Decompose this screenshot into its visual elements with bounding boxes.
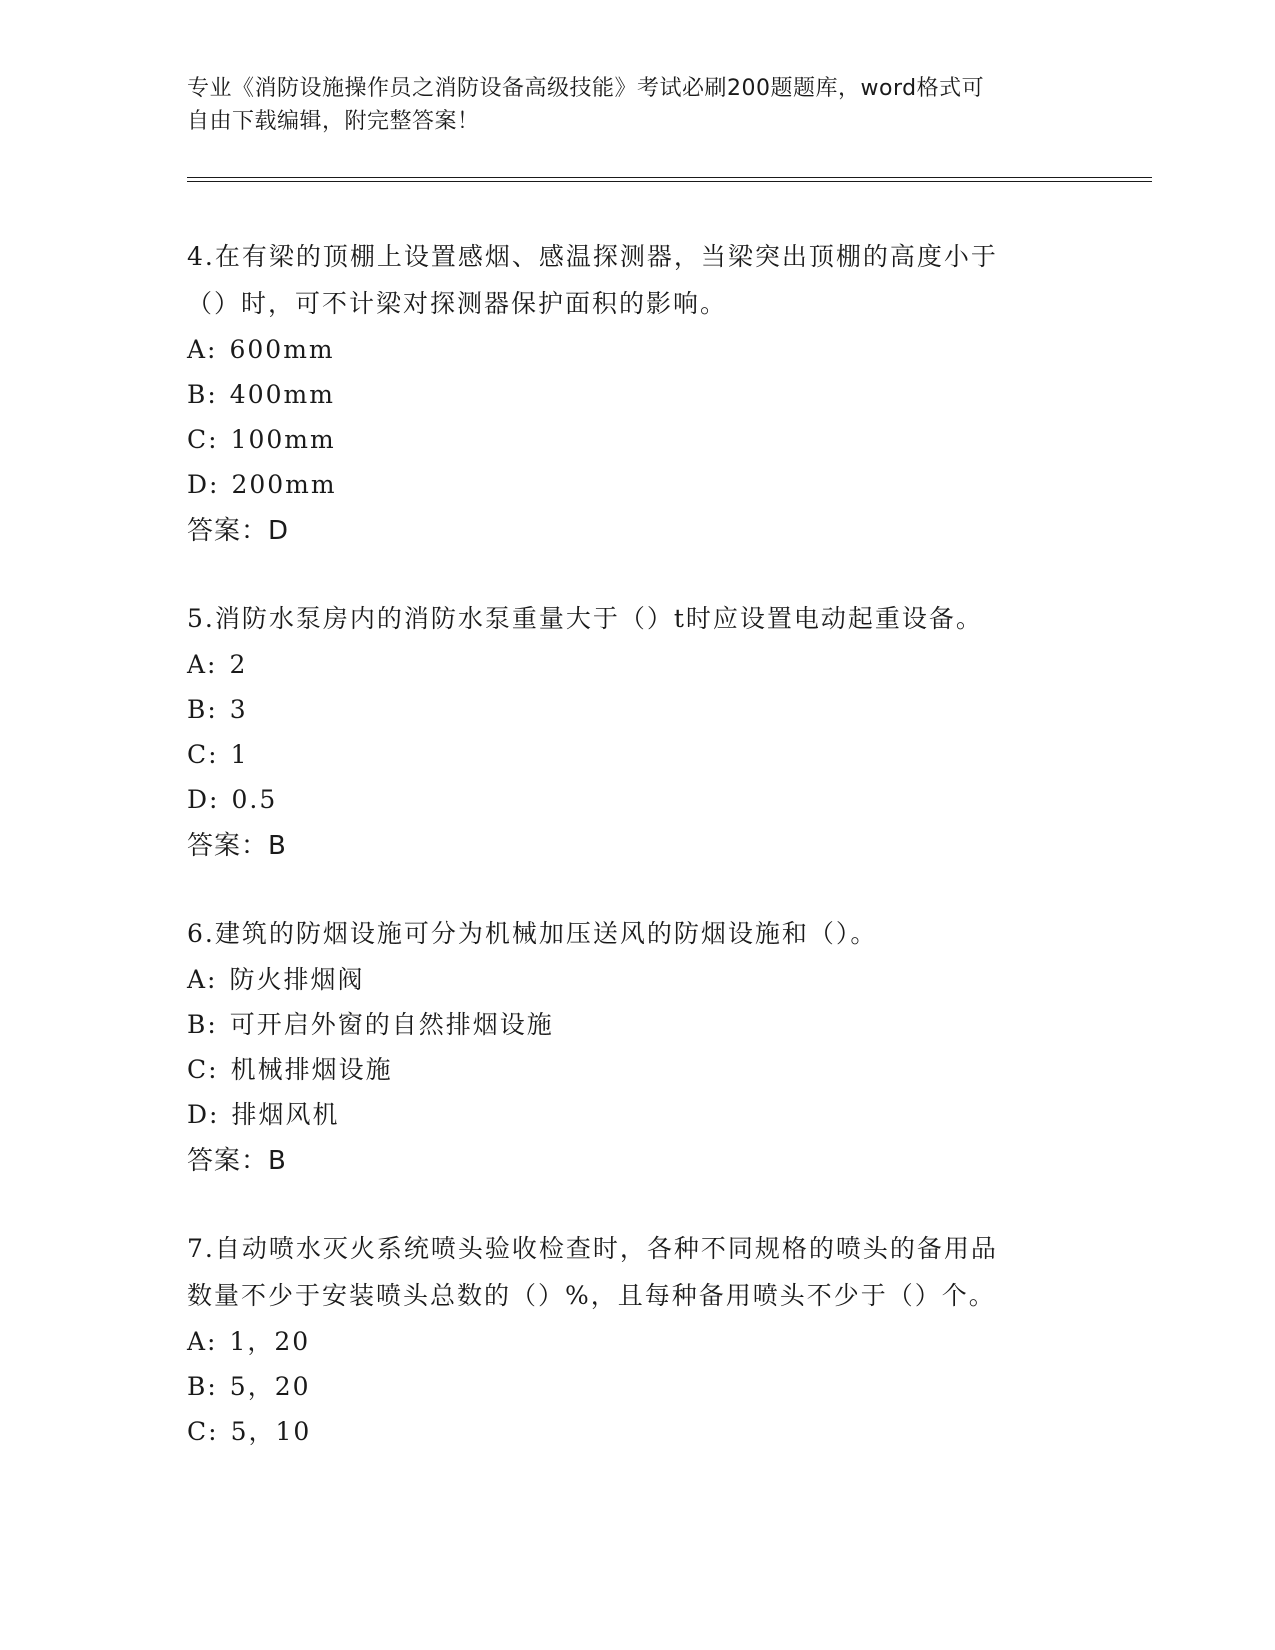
option-text: 2 (229, 650, 248, 679)
header-line-1: 专业《消防设施操作员之消防设备高级技能》考试必刷200题题库，word格式可 (187, 76, 985, 101)
option-text: 排烟风机 (231, 1100, 340, 1129)
option-text: 100mm (230, 425, 336, 454)
option-d (187, 1092, 1087, 1137)
option-key: D: (187, 785, 220, 814)
option-key: A: (187, 965, 218, 994)
question-stem (187, 1225, 1087, 1319)
option-text: 3 (229, 695, 248, 724)
option-c (187, 732, 1087, 777)
question-7 (187, 1225, 1087, 1454)
option-key: C: (187, 1417, 219, 1446)
option-b (187, 1002, 1087, 1047)
option-key: A: (187, 335, 218, 364)
option-key: C: (187, 425, 219, 454)
option-text: 200mm (231, 470, 337, 499)
option-text: 0.5 (231, 785, 278, 814)
option-text: 1，20 (229, 1327, 311, 1356)
option-d (187, 462, 1087, 507)
option-text: 防火排烟阀 (229, 965, 365, 994)
option-b (187, 372, 1087, 417)
question-stem-line: 7.自动喷水灭火系统喷头验收检查时，各种不同规格的喷头的备用品 (187, 1234, 998, 1263)
option-key: D: (187, 470, 220, 499)
option-b (187, 1364, 1087, 1409)
question-stem-line: 数量不少于安装喷头总数的（）%，且每种备用喷头不少于（）个。 (187, 1281, 996, 1310)
question-stem-line: （）时，可不计梁对探测器保护面积的影响。 (187, 289, 728, 318)
header-line-2: 自由下载编辑，附完整答案！ (187, 109, 480, 134)
option-text: 5，10 (230, 1417, 312, 1446)
question-stem-line: 6.建筑的防烟设施可分为机械加压送风的防烟设施和（）。 (187, 919, 878, 948)
option-key: C: (187, 740, 219, 769)
option-c (187, 1047, 1087, 1092)
option-text: 5，20 (229, 1372, 311, 1401)
option-d (187, 777, 1087, 822)
document-header (187, 72, 1067, 138)
question-6 (187, 910, 1087, 1185)
question-stem (187, 233, 1087, 327)
question-4 (187, 233, 1087, 555)
option-text: 1 (230, 740, 249, 769)
option-key: B: (187, 1010, 218, 1039)
option-key: A: (187, 1327, 218, 1356)
question-stem-line: 5.消防水泵房内的消防水泵重量大于（）t时应设置电动起重设备。 (187, 604, 983, 633)
header-divider (187, 177, 1152, 182)
question-list (187, 233, 1087, 1494)
question-stem (187, 595, 1087, 642)
option-text: 400mm (229, 380, 335, 409)
option-text: 机械排烟设施 (230, 1055, 393, 1084)
option-text: 600mm (229, 335, 335, 364)
option-key: A: (187, 650, 218, 679)
question-stem (187, 910, 1087, 957)
option-key: D: (187, 1100, 220, 1129)
option-a (187, 957, 1087, 1002)
option-key: B: (187, 380, 218, 409)
option-key: B: (187, 695, 218, 724)
option-key: B: (187, 1372, 218, 1401)
option-c (187, 1409, 1087, 1454)
question-5 (187, 595, 1087, 870)
answer-line: 答案：D (187, 516, 290, 546)
option-b (187, 687, 1087, 732)
option-a (187, 1319, 1087, 1364)
option-key: C: (187, 1055, 219, 1084)
option-c (187, 417, 1087, 462)
answer-line: 答案：B (187, 831, 287, 861)
answer-line: 答案：B (187, 1146, 287, 1176)
question-stem-line: 4.在有梁的顶棚上设置感烟、感温探测器，当梁突出顶棚的高度小于 (187, 242, 998, 271)
option-a (187, 327, 1087, 372)
option-a (187, 642, 1087, 687)
option-text: 可开启外窗的自然排烟设施 (229, 1010, 554, 1039)
